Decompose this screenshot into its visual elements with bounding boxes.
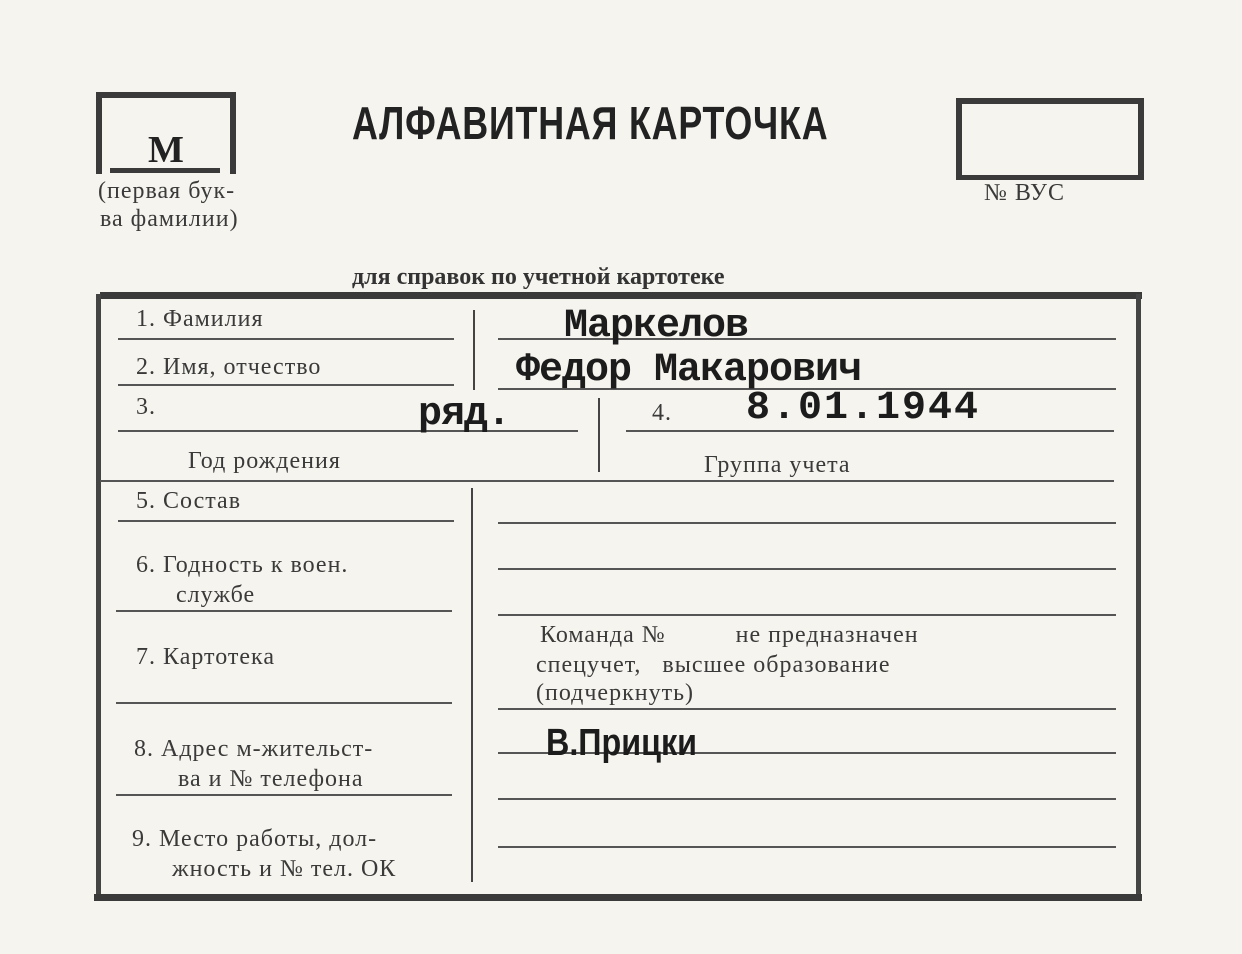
typed-surname: Маркелов xyxy=(564,304,749,349)
birth-year-label: Год рождения xyxy=(188,448,341,474)
field-7-label: 7. Картотека xyxy=(136,644,275,670)
field-2-label: 2. Имя, отчество xyxy=(136,354,322,380)
command-line-3: (подчеркнуть) xyxy=(536,680,695,706)
line-f2 xyxy=(118,384,454,386)
rline-9 xyxy=(498,798,1116,800)
group-label: Группа учета xyxy=(704,452,851,478)
card-subtitle: для справок по учетной картотеке xyxy=(352,264,725,290)
rline-5 xyxy=(498,568,1116,570)
vus-label: № ВУС xyxy=(984,180,1065,206)
typed-signature: В.Прицки xyxy=(546,722,697,764)
letter-caption-1: (первая бук- xyxy=(98,178,236,204)
frame-bottom xyxy=(94,894,1142,901)
rline-6 xyxy=(498,614,1116,616)
card-title: АЛФАВИТНАЯ КАРТОЧКА xyxy=(352,97,829,149)
letter-caption-2: ва фамилии) xyxy=(100,206,239,232)
frame-left xyxy=(96,294,101,898)
rline-7 xyxy=(498,708,1116,710)
typed-date: 8.01.1944 xyxy=(746,386,981,431)
field-5-label: 5. Состав xyxy=(136,488,242,514)
divider-bottom xyxy=(471,488,473,882)
frame-right xyxy=(1136,294,1141,898)
typed-name: Федор Макарович xyxy=(516,348,862,393)
vus-box xyxy=(956,98,1144,180)
divider-top xyxy=(473,310,475,390)
field-1-label: 1. Фамилия xyxy=(136,306,264,332)
line-f7 xyxy=(116,702,452,704)
frame-top xyxy=(100,292,1142,299)
command-line-1: Команда № не предназначен xyxy=(540,622,919,648)
line-f1 xyxy=(118,338,454,340)
field-6-label-a: 6. Годность к воен. xyxy=(136,552,349,578)
field-6-label-b: службе xyxy=(176,582,256,608)
typed-rank: ряд. xyxy=(418,392,511,437)
field-4-label: 4. xyxy=(652,400,672,426)
field-8-label-a: 8. Адрес м-жительст- xyxy=(134,736,374,762)
rline-4 xyxy=(498,522,1116,524)
field-8-label-b: ва и № телефона xyxy=(178,766,364,792)
rline-10 xyxy=(498,846,1116,848)
field-9-label-b: жность и № тел. ОК xyxy=(172,856,397,882)
line-f5 xyxy=(118,520,454,522)
divider-mid xyxy=(598,398,600,472)
line-birth xyxy=(100,480,1114,482)
line-f6 xyxy=(116,610,452,612)
letter-value: М xyxy=(148,129,184,171)
command-line-2: спецучет, высшее образование xyxy=(536,652,891,678)
field-9-label-a: 9. Место работы, дол- xyxy=(132,826,378,852)
field-3-label: 3. xyxy=(136,394,156,420)
line-f8 xyxy=(116,794,452,796)
